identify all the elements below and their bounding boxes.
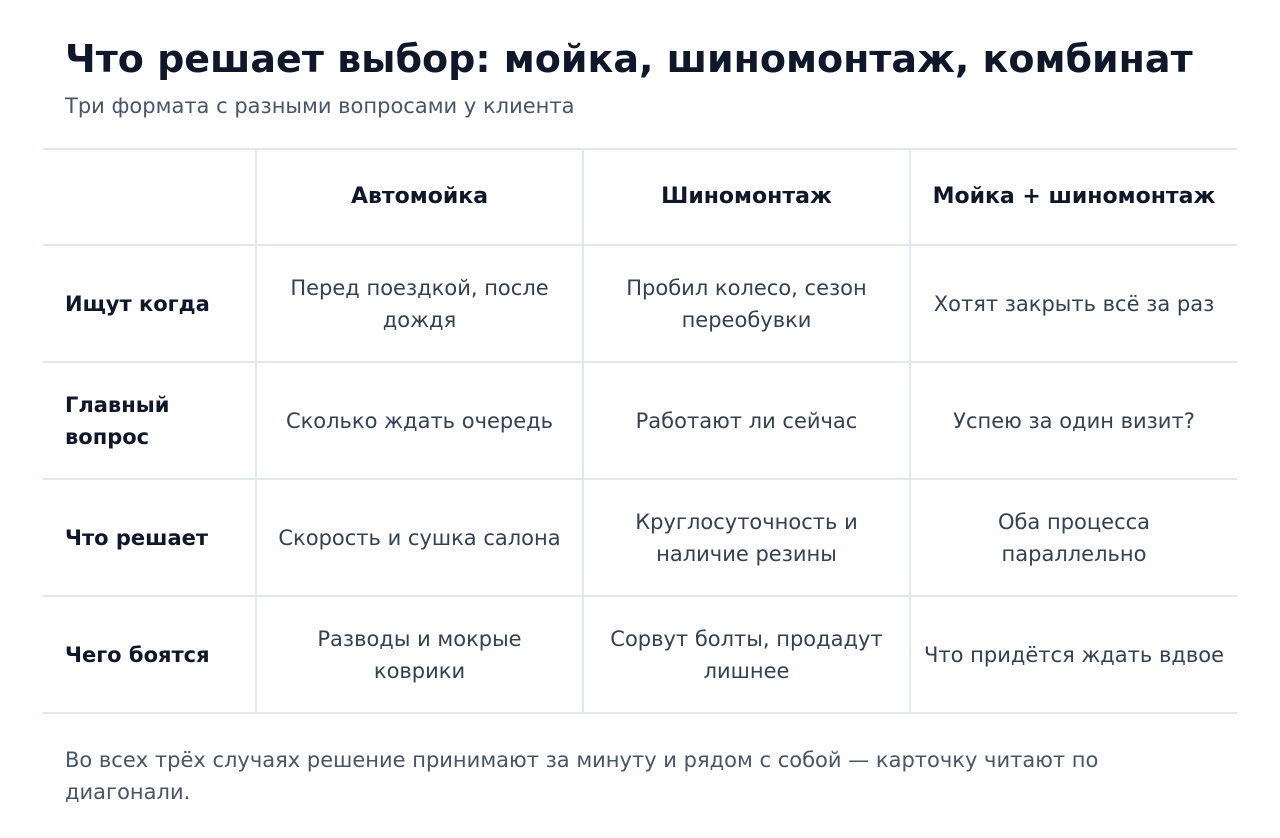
row-label-main-question: Главный вопрос [43, 362, 256, 479]
row-label-when-search: Ищут когда [43, 245, 256, 362]
table-row [43, 245, 1237, 362]
table-cell: Хотят закрыть всё за раз [910, 245, 1237, 362]
table-cell: Пробил колесо, сезон переобувки [583, 245, 910, 362]
comparison-table [43, 148, 1237, 714]
table-cell: Успею за один визит? [910, 362, 1237, 479]
table-corner-cell [43, 149, 256, 245]
page-subtitle: Три формата с разными вопросами у клиента [65, 94, 575, 118]
table-row [43, 479, 1237, 596]
column-header-combined: Мойка + шиномонтаж [910, 149, 1237, 245]
table-cell: Круглосуточность и наличие резины [583, 479, 910, 596]
table-cell: Сорвут болты, продадут лишнее [583, 596, 910, 713]
table-cell: Перед поездкой, после дождя [256, 245, 583, 362]
table-cell: Скорость и сушка салона [256, 479, 583, 596]
table-cell: Оба процесса параллельно [910, 479, 1237, 596]
footer-note: Во всех трёх случаях решение принимают за минуту и рядом с собой — карточку читают по диагонали. [65, 748, 1099, 804]
table-row [43, 362, 1237, 479]
table-row [43, 596, 1237, 713]
table-cell: Работают ли сейчас [583, 362, 910, 479]
table-cell: Разводы и мокрые коврики [256, 596, 583, 713]
column-header-tire-service: Шиномонтаж [583, 149, 910, 245]
row-label-fears: Чего боятся [43, 596, 256, 713]
row-label-deciding-factor: Что решает [43, 479, 256, 596]
table-cell: Сколько ждать очередь [256, 362, 583, 479]
table-header-row [43, 149, 1237, 245]
table-cell: Что придётся ждать вдвое [910, 596, 1237, 713]
page-title: Что решает выбор: мойка, шиномонтаж, комбинат [65, 37, 1193, 81]
column-header-car-wash: Автомойка [256, 149, 583, 245]
